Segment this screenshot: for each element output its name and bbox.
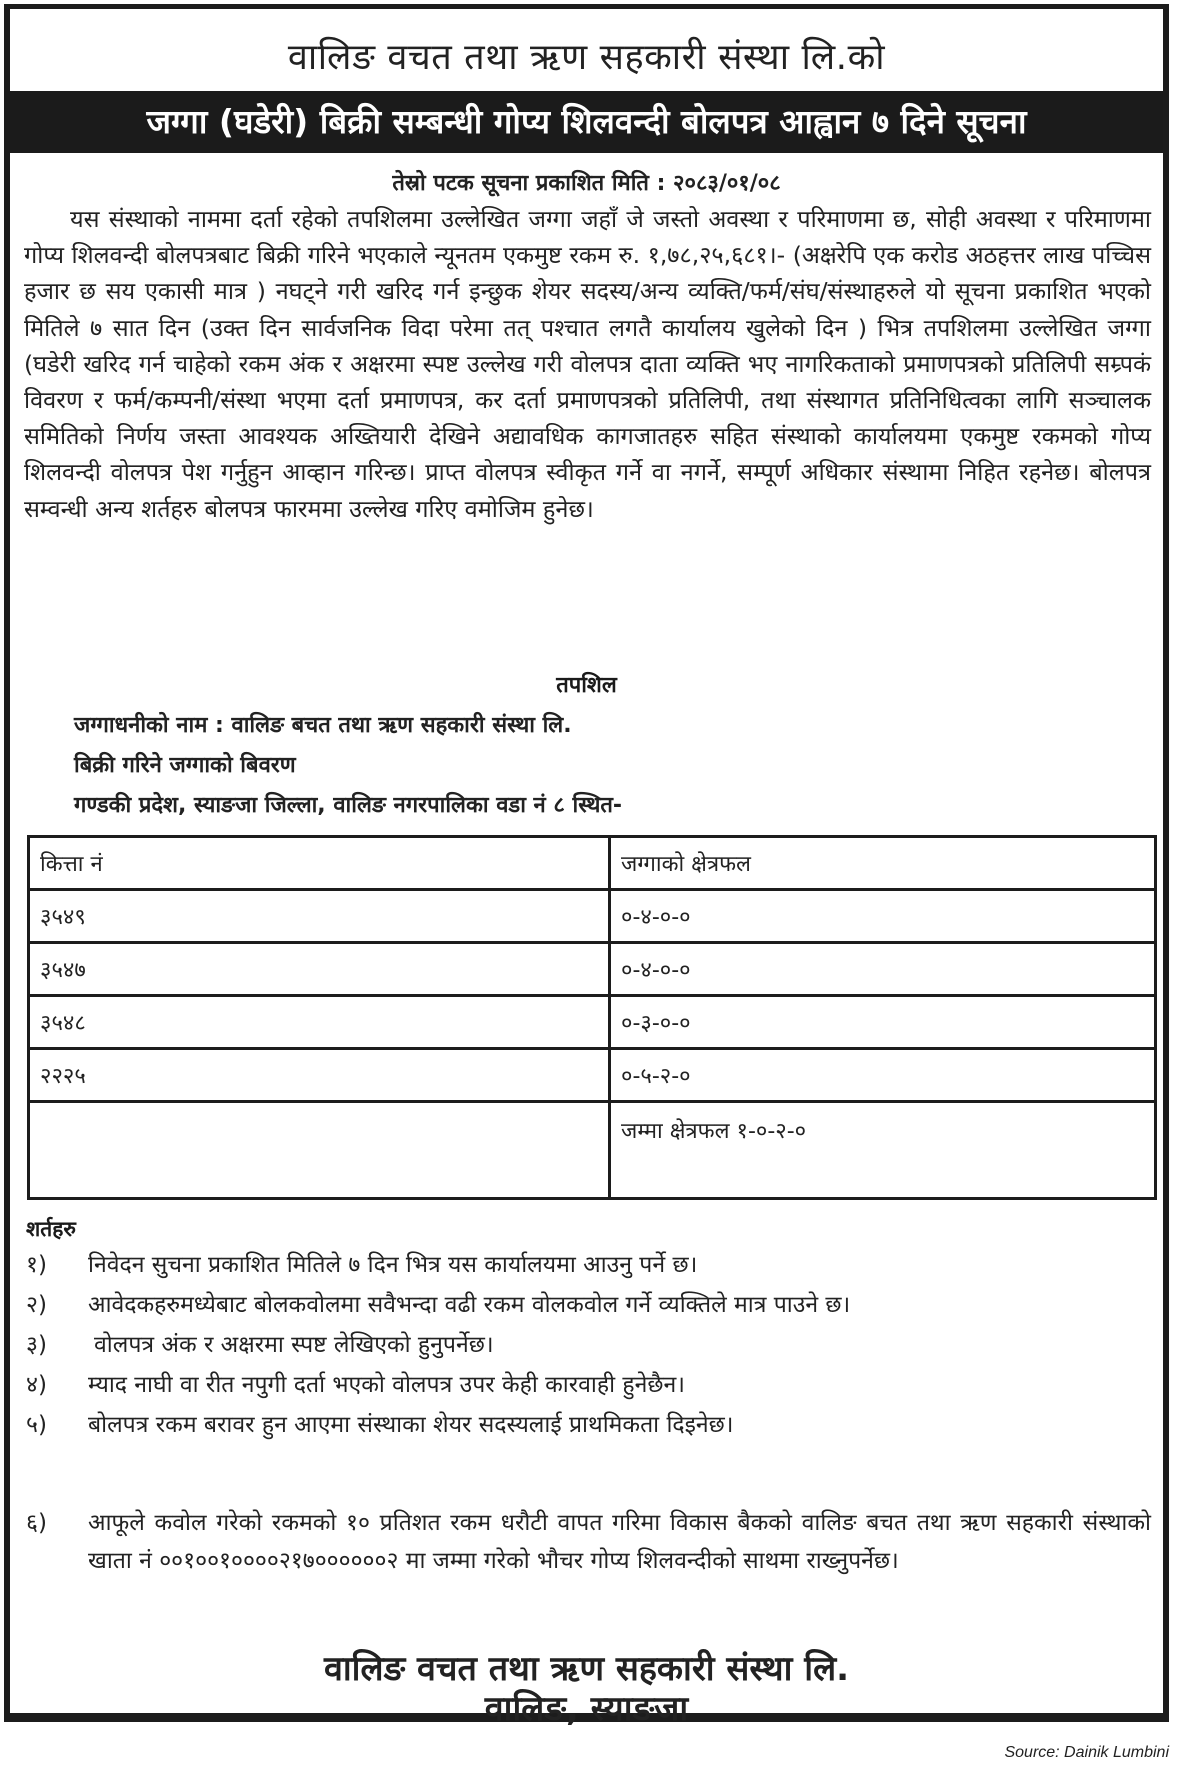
table-total-row: [29, 1102, 1156, 1199]
organization-title: वालिङ वचत तथा ऋण सहकारी संस्था लि.को: [287, 37, 886, 78]
header-plot-number: कित्ता नं: [29, 837, 610, 890]
conditions-title: शर्तहरु: [26, 1217, 76, 1241]
signature-organization: वालिङ वचत तथा ऋण सहकारी संस्था लि.: [323, 1649, 850, 1689]
land-location: गण्डकी प्रदेश, स्याङजा जिल्ला, वालिङ नगरपालिका वडा नं ८ स्थित-: [74, 793, 623, 818]
total-empty-cell: [29, 1102, 610, 1199]
notice-body-paragraph: यस संस्थाको नाममा दर्ता रहेको तपशिलमा उल्लेखित जग्गा जहाँ जे जस्तो अवस्था र परिमाणमा छ, सोही अवस्था र परिमाणमा गोप्य शिलवन्दी बोलपत्रबाट बिक्री गरिने भएकाले न्यूनतम एकमुष्ट रकम रु. १,७८,२५,६८१।- (अक्षरेपि एक करोड अठहत्तर लाख पच्चिस हजार छ सय एकासी मात्र ) नघट्ने गरी खरिद गर्न इन्छुक शेयर सदस्य/अन्य व्यक्ति/फर्म/संघ/संस्थाहरुले यो सूचना प्रकाशित भएको मितिले ७ सात दिन (उक्त दिन सार्वजनिक विदा परेमा तत् पश्चात लगतै कार्यालय खुलेको दिन ) भित्र तपशिलमा उल्लेखित जग्गा (घडेरी खरिद गर्न चाहेको रकम अंक र अक्षरमा स्पष्ट उल्लेख गरी वोलपत्र दाता व्यक्ति भए नागरिकताको प्रमाणपत्रको प्रतिलिपी सम्र्पकं विवरण र फर्म/कम्पनी/संस्था भएमा दर्ता प्रमाणपत्र, कर दर्ता प्रमाणपत्रको प्रतिलिपी, तथा संस्थागत प्रतिनिधित्वका लागि सञ्चालक समितिको निर्णय जस्ता आवश्यक अख्तियारी देखिने अद्यावधिक कागजातहरु सहित संस्थाको कार्यालयमा एकमुष्ट रकमको गोप्य शिलवन्दी वोलपत्र पेश गर्नुहुन आव्हान गरिन्छ। प्राप्त वोलपत्र स्वीकृत गर्ने वा नगर्ने, सम्पूर्ण अधिकार संस्थामा निहित रहनेछ। बोलपत्र सम्वन्धी अन्य शर्तहरु बोलपत्र फारममा उल्लेख गरिए वमोजिम हुनेछ।: [24, 205, 1151, 523]
schedule-title: तपशिल: [556, 673, 617, 698]
condition-item: [26, 1247, 1151, 1283]
condition-text: बोलपत्र रकम बरावर हुन आएमा संस्थाका शेयर सदस्यलाई प्राथमिकता दिइनेछ।: [88, 1412, 734, 1438]
header-land-area: जग्गाको क्षेत्रफल: [610, 837, 1156, 890]
land-area: ०-३-०-०: [610, 996, 1156, 1049]
condition-text: म्याद नाघी वा रीत नपुगी दर्ता भएको वोलपत्र उपर केही कारवाही हुनेछैन।: [88, 1372, 685, 1398]
land-area: ०-५-२-०: [610, 1049, 1156, 1102]
condition-number: ४): [26, 1372, 47, 1398]
condition-item: [26, 1327, 1151, 1363]
plot-number: ३५४९: [29, 890, 610, 943]
land-detail-heading: बिक्री गरिने जग्गाको बिवरण: [74, 753, 296, 778]
signature-place: वालिङ, स्याङजा: [484, 1689, 689, 1729]
notice-banner-title: जग्गा (घडेरी) बिक्री सम्बन्धी गोप्य शिलवन्दी बोलपत्र आह्वान ७ दिने सूचना: [10, 91, 1163, 153]
landowner-name: जग्गाधनीको नाम : वालिङ बचत तथा ऋण सहकारी संस्था लि.: [74, 713, 572, 738]
condition-text: निवेदन सुचना प्रकाशित मितिले ७ दिन भित्र यस कार्यालयमा आउनु पर्ने छ।: [88, 1252, 698, 1278]
land-area: ०-४-०-०: [610, 943, 1156, 996]
condition-item: [26, 1504, 1151, 1580]
condition-number: ३): [26, 1332, 47, 1358]
condition-number: ६): [26, 1510, 47, 1536]
condition-text: आवेदकहरुमध्येबाट बोलकवोलमा सवैभन्दा वढी रकम वोलकवोल गर्ने व्यक्तिले मात्र पाउने छ।: [88, 1292, 851, 1318]
condition-item: [26, 1367, 1151, 1403]
condition-item: [26, 1287, 1151, 1323]
condition-number: २): [26, 1292, 47, 1318]
condition-text: वोलपत्र अंक र अक्षरमा स्पष्ट लेखिएको हुनुपर्नेछ।: [94, 1332, 494, 1358]
condition-number: ५): [26, 1412, 47, 1438]
condition-item: [26, 1407, 1151, 1443]
signature-block: [10, 1649, 1163, 1729]
notice-frame: [4, 4, 1169, 1729]
table-row: [29, 1049, 1156, 1102]
land-details-table: [27, 835, 1157, 1200]
plot-number: ३५४८: [29, 996, 610, 1049]
plot-number: ३५४७: [29, 943, 610, 996]
publication-date: तेस्रो पटक सूचना प्रकाशित मिति : २०८३/०१/०८: [392, 171, 781, 196]
plot-number: २२२५: [29, 1049, 610, 1102]
table-row: [29, 890, 1156, 943]
land-area: ०-४-०-०: [610, 890, 1156, 943]
table-header-row: [29, 837, 1156, 890]
condition-text: आफूले कवोल गरेको रकमको १० प्रतिशत रकम धरौटी वापत गरिमा विकास बैकको वालिङ बचत तथा ऋण सहकारी संस्थाको खाता नं ००१००१००००२१७००००००२ मा जम्मा गरेको भौचर गोप्य शिलवन्दीको साथमा राख्नुपर्नेछ।: [88, 1510, 1151, 1574]
table-row: [29, 996, 1156, 1049]
total-land-area: जम्मा क्षेत्रफल १-०-२-०: [610, 1102, 1156, 1199]
table-row: [29, 943, 1156, 996]
condition-number: १): [26, 1252, 47, 1278]
source-credit: Source: Dainik Lumbini: [1004, 1744, 1169, 1761]
